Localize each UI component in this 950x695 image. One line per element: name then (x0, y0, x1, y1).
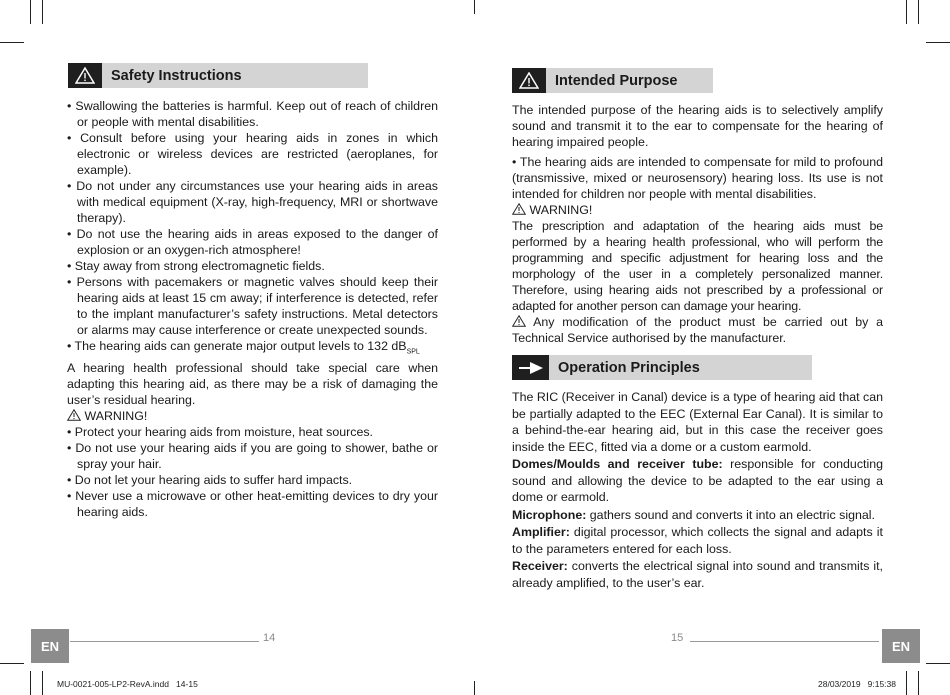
definition-term: Receiver: (512, 559, 568, 573)
crop-mark (0, 663, 24, 664)
safety-item: • Do not under any circumstances use your hearing aids in areas with medical equipment (X-ray, high-frequency, MRI or shortwave therapy). (67, 179, 438, 225)
warning-item: • Protect your hearing aids from moisture, heat sources. (67, 425, 373, 440)
output-level-text: • The hearing aids can generate major output levels to 132 dB (67, 339, 407, 353)
crop-mark (30, 0, 31, 24)
footer-rule (690, 641, 879, 642)
warning-icon (67, 409, 81, 421)
crop-mark (926, 42, 950, 43)
warning-label: WARNING! (84, 409, 148, 424)
warning-item: • Do not use your hearing aids if you are going to shower, bathe or spray your hair. (67, 441, 438, 472)
definition-text: gathers sound and converts it into an electric signal. (586, 507, 875, 522)
definition-text: digital processor, which collects the signal and adapts it to the parameters entered for each loss. (512, 525, 883, 556)
operation-paragraph: The RIC (Receiver in Canal) device is a type of hearing aid that can be partially adapted to the EEC (External Ear Canal). It is similar to a behind-the-ear hearing aid, but in this case the receiver goes inside the EEC, fitted via a dome or a custom earmold. (512, 390, 883, 454)
warning-icon (512, 68, 546, 93)
arrow-icon (512, 355, 549, 380)
crop-mark (474, 0, 475, 14)
crop-mark (918, 671, 919, 695)
output-level-item (67, 338, 438, 360)
purpose-paragraph: • The hearing aids are intended to compensate for mild to profound (transmissive, mixed or neurosensory) hearing loss. Its use is not intended for children nor people with mental disabilities. (512, 155, 883, 201)
safety-instructions-header (68, 63, 368, 88)
section-heading: Operation Principles (558, 359, 700, 376)
definition-item (512, 524, 883, 557)
definition-text: responsible for conducting sound and allowing the device to be adapted to the ear using a dome or earmold. (512, 457, 883, 504)
warning-icon (68, 63, 102, 88)
crop-mark (42, 0, 43, 24)
definition-item (512, 558, 883, 591)
crop-mark (30, 671, 31, 695)
crop-mark (906, 0, 907, 24)
definition-item (512, 507, 883, 524)
spl-subscript: SPL (406, 348, 420, 356)
purpose-paragraph: The prescription and adaptation of the hearing aids must be performed by a hearing health professional, who will perform the programming and specific adjustment for hearing loss and the morphology of the user in a completely personalized manner. Therefore, using hearing aids not prescribed by a professional or adapted for another person can damage your hearing. (512, 219, 883, 313)
language-tab-left: EN (31, 629, 69, 663)
definition-term: Domes/Moulds and receiver tube: (512, 457, 723, 471)
definition-item (512, 456, 883, 506)
warning-icon (512, 315, 526, 327)
crop-mark (42, 671, 43, 695)
crop-mark (926, 663, 950, 664)
footer-rule (70, 641, 259, 642)
section-heading: Intended Purpose (555, 72, 678, 89)
modification-text: Any modification of the product must be carried out by a Technical Service authorised by the manufacturer. (512, 315, 883, 345)
safety-item: • Do not use the hearing aids in areas exposed to the danger of explosion or an oxygen-rich atmosphere! (67, 227, 438, 257)
warning-item: • Do not let your hearing aids to suffer hard impacts. (67, 473, 353, 488)
professional-note: A hearing health professional should take special care when adapting this hearing aid, as there may be a risk of damaging the user’s residual hearing. (67, 361, 438, 408)
crop-mark (474, 681, 475, 695)
operation-principles-text (512, 389, 883, 591)
definition-term: Microphone: (512, 507, 587, 522)
language-tab-right: EN (882, 629, 920, 663)
warning-line (512, 202, 883, 218)
definition-text: converts the electrical signal into sound and transmits it, already amplified, to the user’s ear. (512, 559, 883, 590)
crop-mark (918, 0, 919, 24)
print-timestamp: 28/03/2019 9:15:38 (818, 679, 896, 689)
safety-item: • Persons with pacemakers or magnetic valves should keep their hearing aids at least 15 cm away; if interference is detected, refer to the implant manufacturer’s safety instructions. Metal detectors or alarms may cause interference or create unexpected sounds. (67, 275, 438, 337)
safety-item: • Consult before using your hearing aids in zones in which electronic or wireless devices are restricted (aeroplanes, for example). (67, 131, 438, 177)
crop-mark (0, 42, 24, 43)
intended-purpose-header (512, 68, 713, 93)
section-heading: Safety Instructions (111, 67, 242, 84)
intended-purpose-text (512, 102, 883, 346)
warning-icon (512, 203, 526, 215)
definition-term: Amplifier: (512, 525, 570, 539)
safety-instructions-text (67, 98, 438, 520)
purpose-paragraph: The intended purpose of the hearing aids is to selectively amplify sound and transmit it to the ear to compensate for the hearing of hearing impaired people. (512, 103, 883, 149)
warning-item: • Never use a microwave or other heat-emitting devices to dry your hearing aids. (67, 489, 438, 520)
page-number-left: 14 (263, 632, 276, 644)
warning-line (67, 408, 438, 424)
modification-note (512, 314, 883, 346)
crop-mark (906, 671, 907, 695)
safety-item: • Swallowing the batteries is harmful. Keep out of reach of children or people with mental disabilities. (67, 99, 438, 129)
print-file-slug: MU-0021-005-LP2-RevA.indd 14-15 (57, 679, 198, 689)
warning-label: WARNING! (529, 203, 593, 217)
operation-principles-header (512, 355, 812, 380)
safety-item: • Stay away from strong electromagnetic fields. (67, 259, 325, 273)
page-number-right: 15 (671, 632, 684, 644)
